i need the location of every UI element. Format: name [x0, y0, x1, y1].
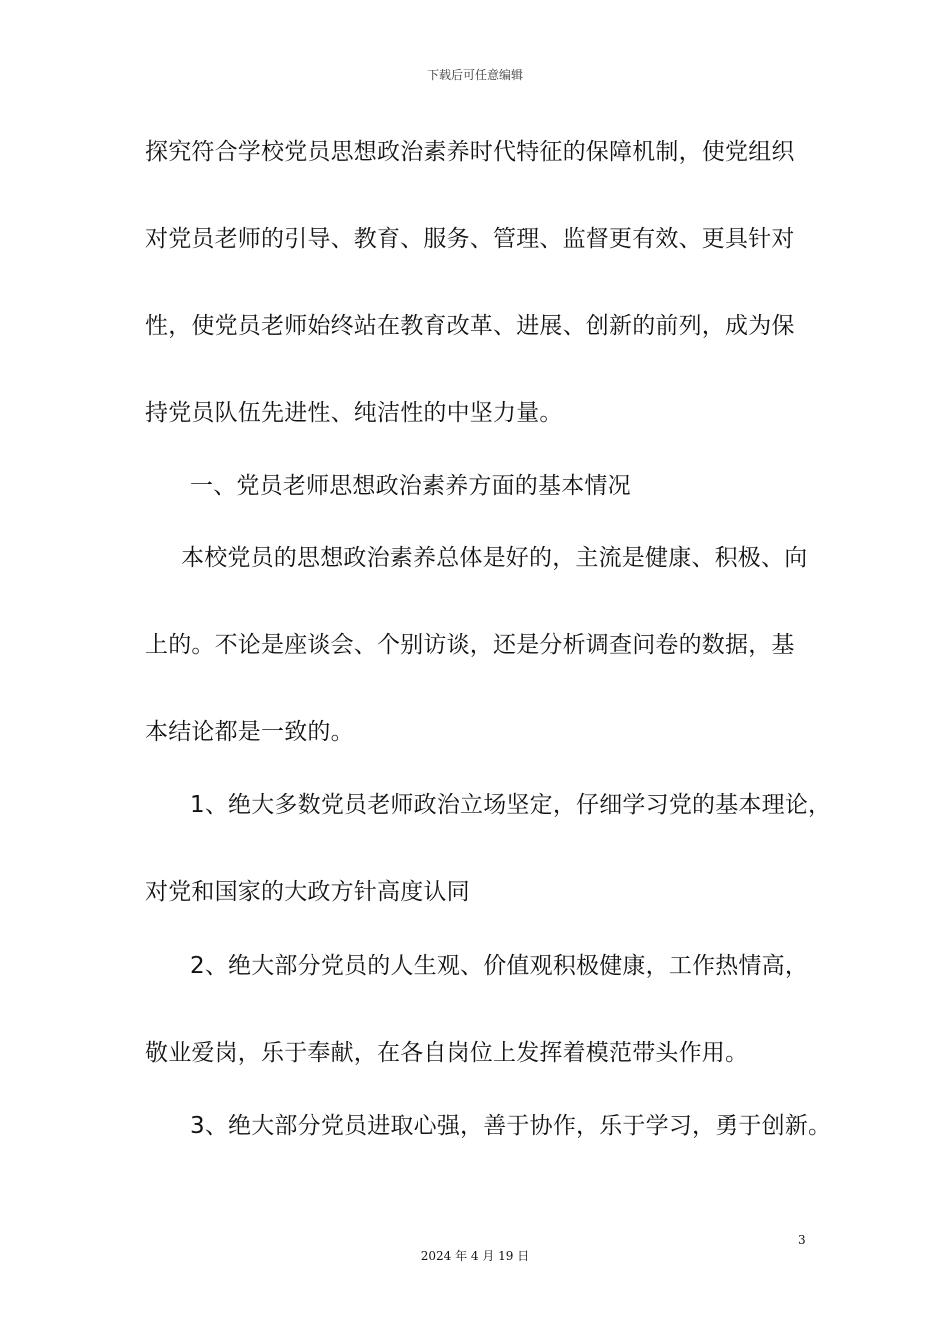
list-item-line: 2、绝大部分党员的人生观、价值观积极健康，工作热情高， — [190, 953, 809, 979]
header-note: 下载后可任意编辑 — [426, 68, 523, 82]
paragraph-line: 性，使党员老师始终站在教育改革、进展、创新的前列，成为保 — [145, 313, 795, 339]
paragraph-line: 本校党员的思想政治素养总体是好的，主流是健康、积极、向 — [181, 545, 808, 571]
paragraph-line: 本结论都是一致的。 — [145, 719, 354, 745]
list-item-line: 对党和国家的大政方针高度认同 — [145, 879, 470, 905]
footer-date: 2024 年 4 月 19 日 — [420, 1249, 530, 1263]
paragraph-line: 持党员队伍先进性、纯洁性的中坚力量。 — [145, 400, 563, 426]
paragraph-line: 上的。不论是座谈会、个别访谈，还是分析调查问卷的数据，基 — [145, 632, 795, 658]
paragraph-line: 对党员老师的引导、教育、服务、管理、监督更有效、更具针对 — [145, 226, 795, 252]
list-item-line: 1、绝大多数党员老师政治立场坚定，仔细学习党的基本理论， — [190, 792, 832, 818]
list-item-line: 敬业爱岗，乐于奉献，在各自岗位上发挥着模范带头作用。 — [145, 1040, 749, 1066]
section-heading: 一、党员老师思想政治素养方面的基本情况 — [190, 473, 631, 499]
page-number: 3 — [798, 1233, 806, 1247]
list-item-line: 3、绝大部分党员进取心强，善于协作，乐于学习，勇于创新。 — [190, 1113, 832, 1139]
paragraph-line: 探究符合学校党员思想政治素养时代特征的保障机制，使党组织 — [145, 139, 795, 165]
